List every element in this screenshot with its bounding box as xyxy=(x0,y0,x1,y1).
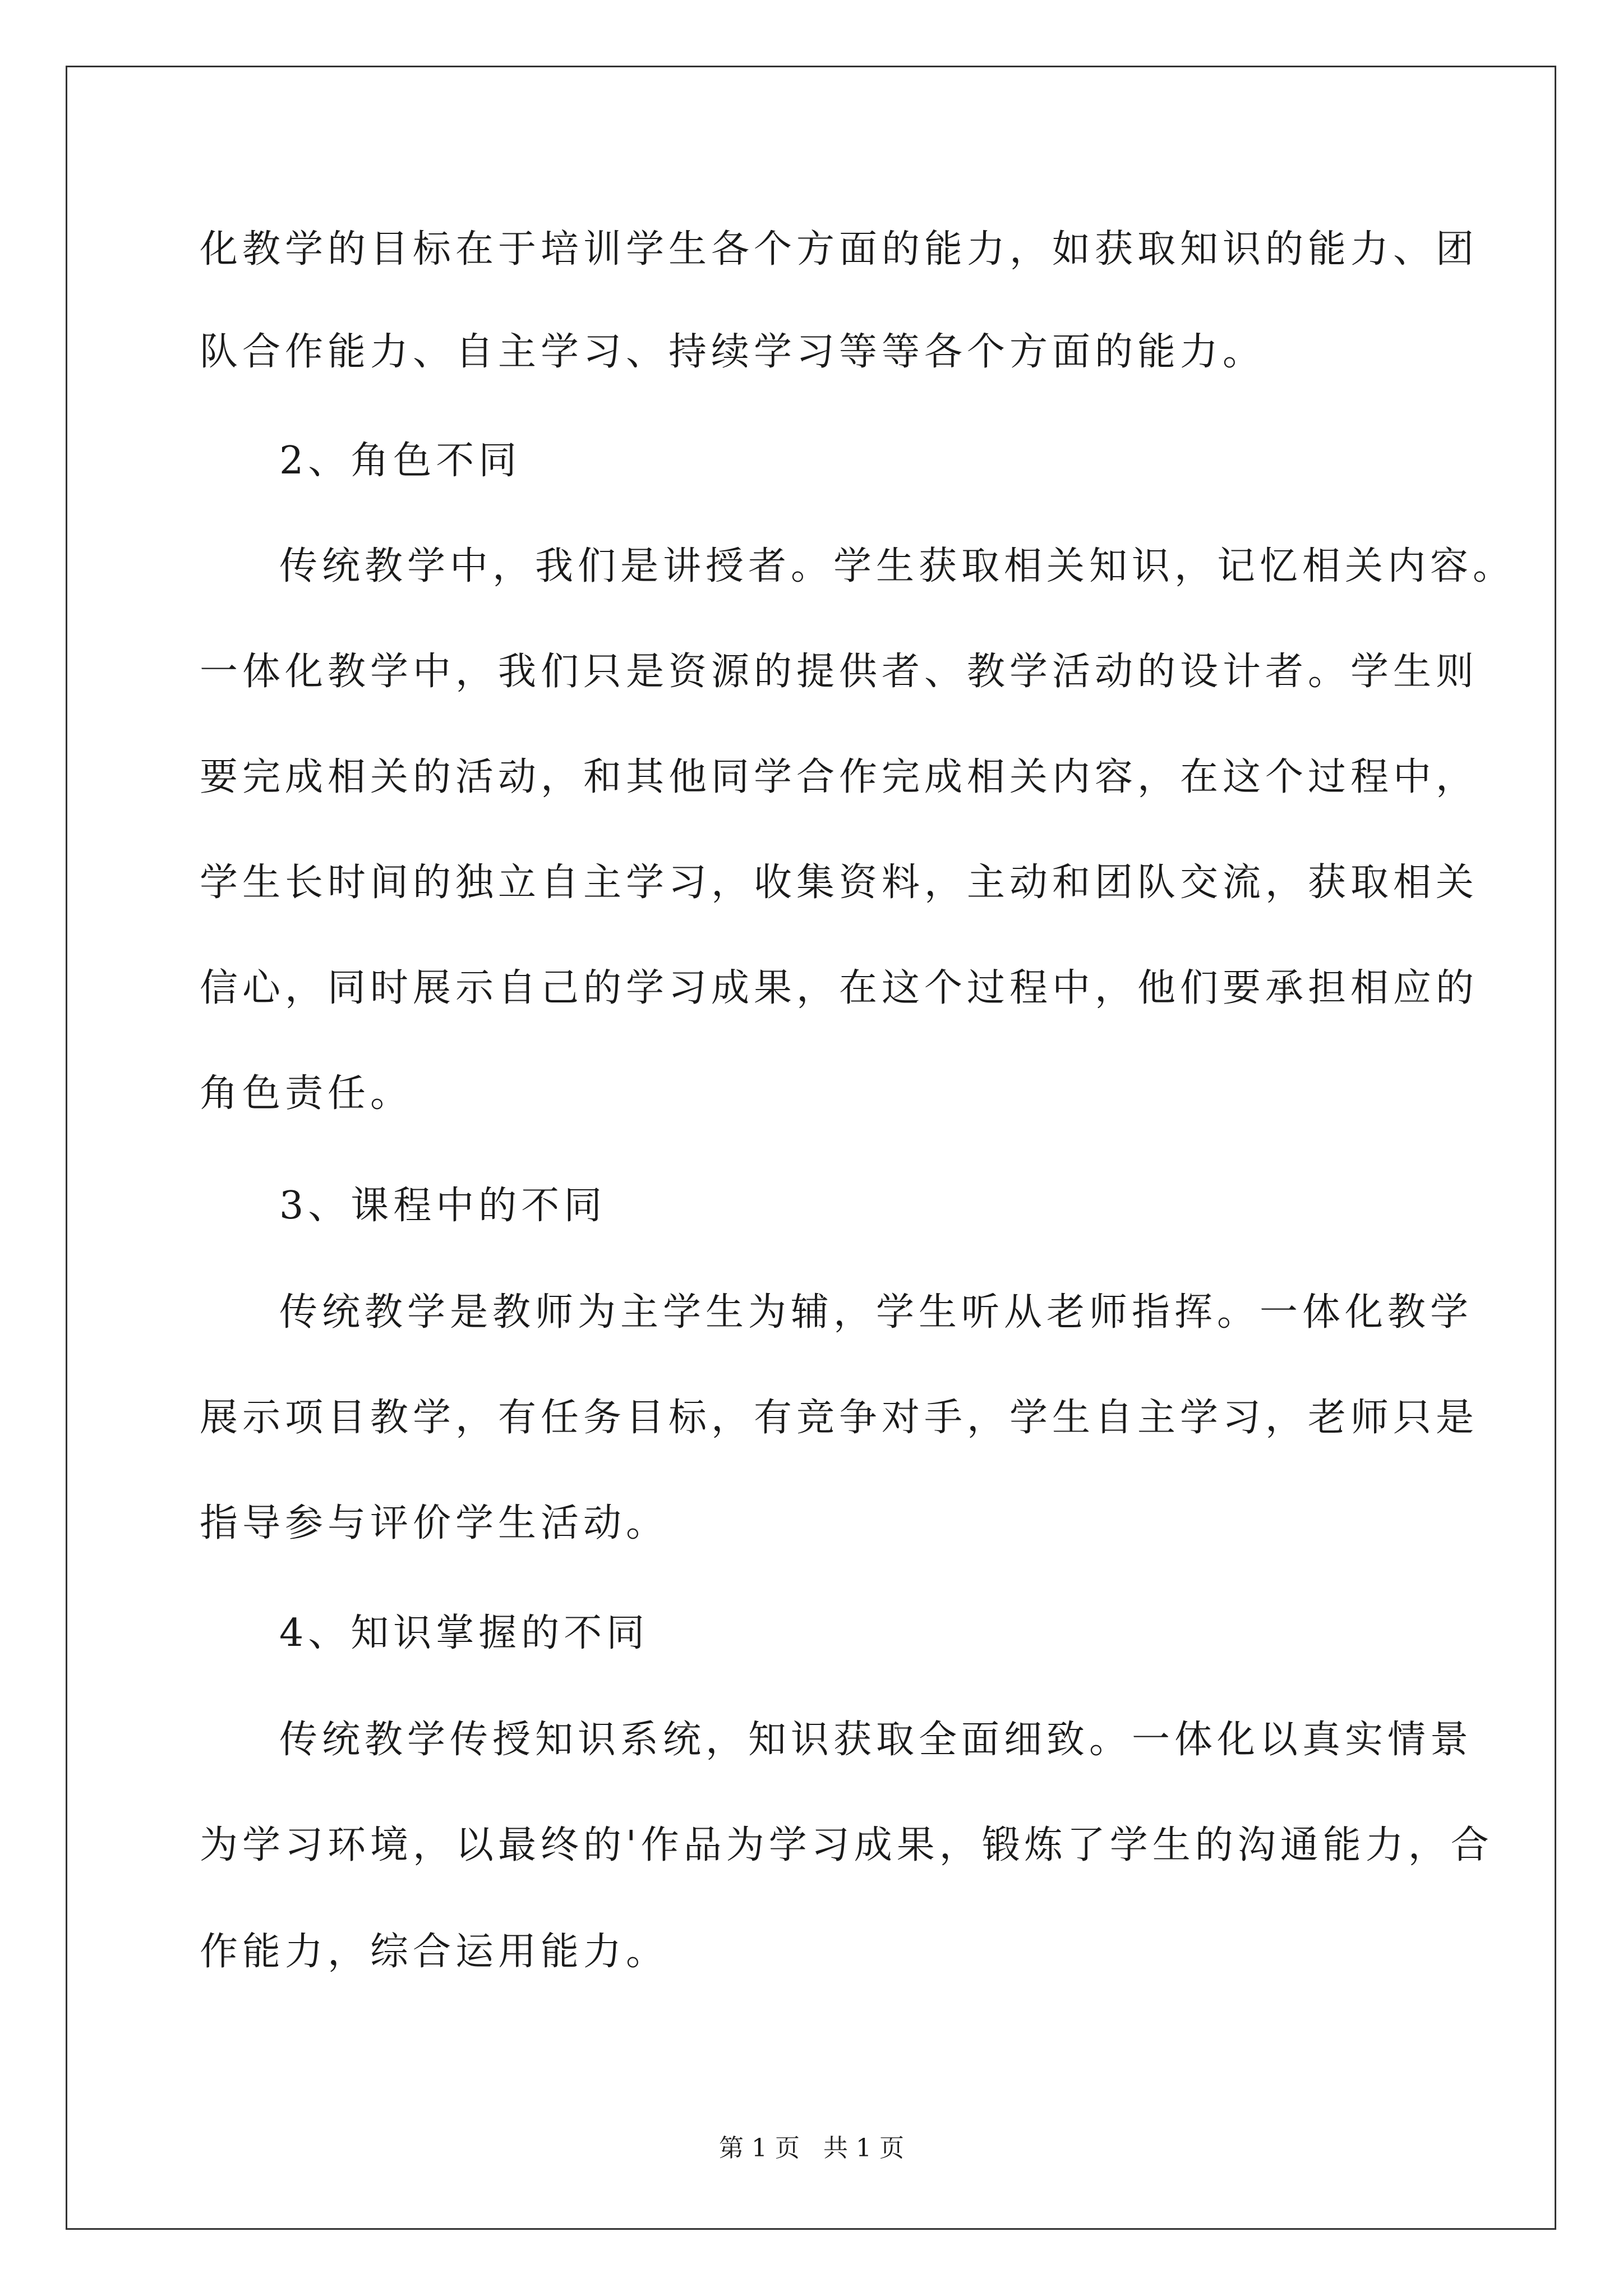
paragraph-2-line-5: 信心，同时展示自己的学习成果，在这个过程中，他们要承担相应的 xyxy=(200,966,1479,1010)
paragraph-4-line-3: 作能力，综合运用能力。 xyxy=(200,1930,669,1974)
paragraph-1-line-2: 队合作能力、自主学习、持续学习等等各个方面的能力。 xyxy=(200,330,1266,374)
section-heading-2: 2、角色不同 xyxy=(279,439,522,483)
paragraph-2-line-3: 要完成相关的活动，和其他同学合作完成相关内容，在这个过程中， xyxy=(200,755,1479,799)
paragraph-4-line-2: 为学习环境，以最终的'作品为学习成果，锻炼了学生的沟通能力，合 xyxy=(200,1823,1493,1867)
page-footer: 第 1 页 共 1 页 xyxy=(719,2134,904,2162)
page-border xyxy=(66,66,1556,2230)
paragraph-2-line-6: 角色责任。 xyxy=(200,1071,413,1116)
paragraph-2-line-1: 传统教学中，我们是讲授者。学生获取相关知识，记忆相关内容。 xyxy=(279,544,1516,588)
paragraph-3-line-2: 展示项目教学，有任务目标，有竞争对手，学生自主学习，老师只是 xyxy=(200,1396,1479,1440)
section-heading-3: 3、课程中的不同 xyxy=(279,1184,607,1228)
paragraph-1-line-1: 化教学的目标在于培训学生各个方面的能力，如获取知识的能力、团 xyxy=(200,227,1479,272)
paragraph-3-line-3: 指导参与评价学生活动。 xyxy=(200,1501,669,1545)
paragraph-4-line-1: 传统教学传授知识系统，知识获取全面细致。一体化以真实情景 xyxy=(279,1718,1473,1762)
section-heading-4: 4、知识掌握的不同 xyxy=(279,1611,649,1655)
paragraph-2-line-4: 学生长时间的独立自主学习，收集资料，主动和团队交流，获取相关 xyxy=(200,861,1479,905)
paragraph-3-line-1: 传统教学是教师为主学生为辅，学生听从老师指挥。一体化教学 xyxy=(279,1290,1473,1335)
paragraph-2-line-2: 一体化教学中，我们只是资源的提供者、教学活动的设计者。学生则 xyxy=(200,650,1479,694)
